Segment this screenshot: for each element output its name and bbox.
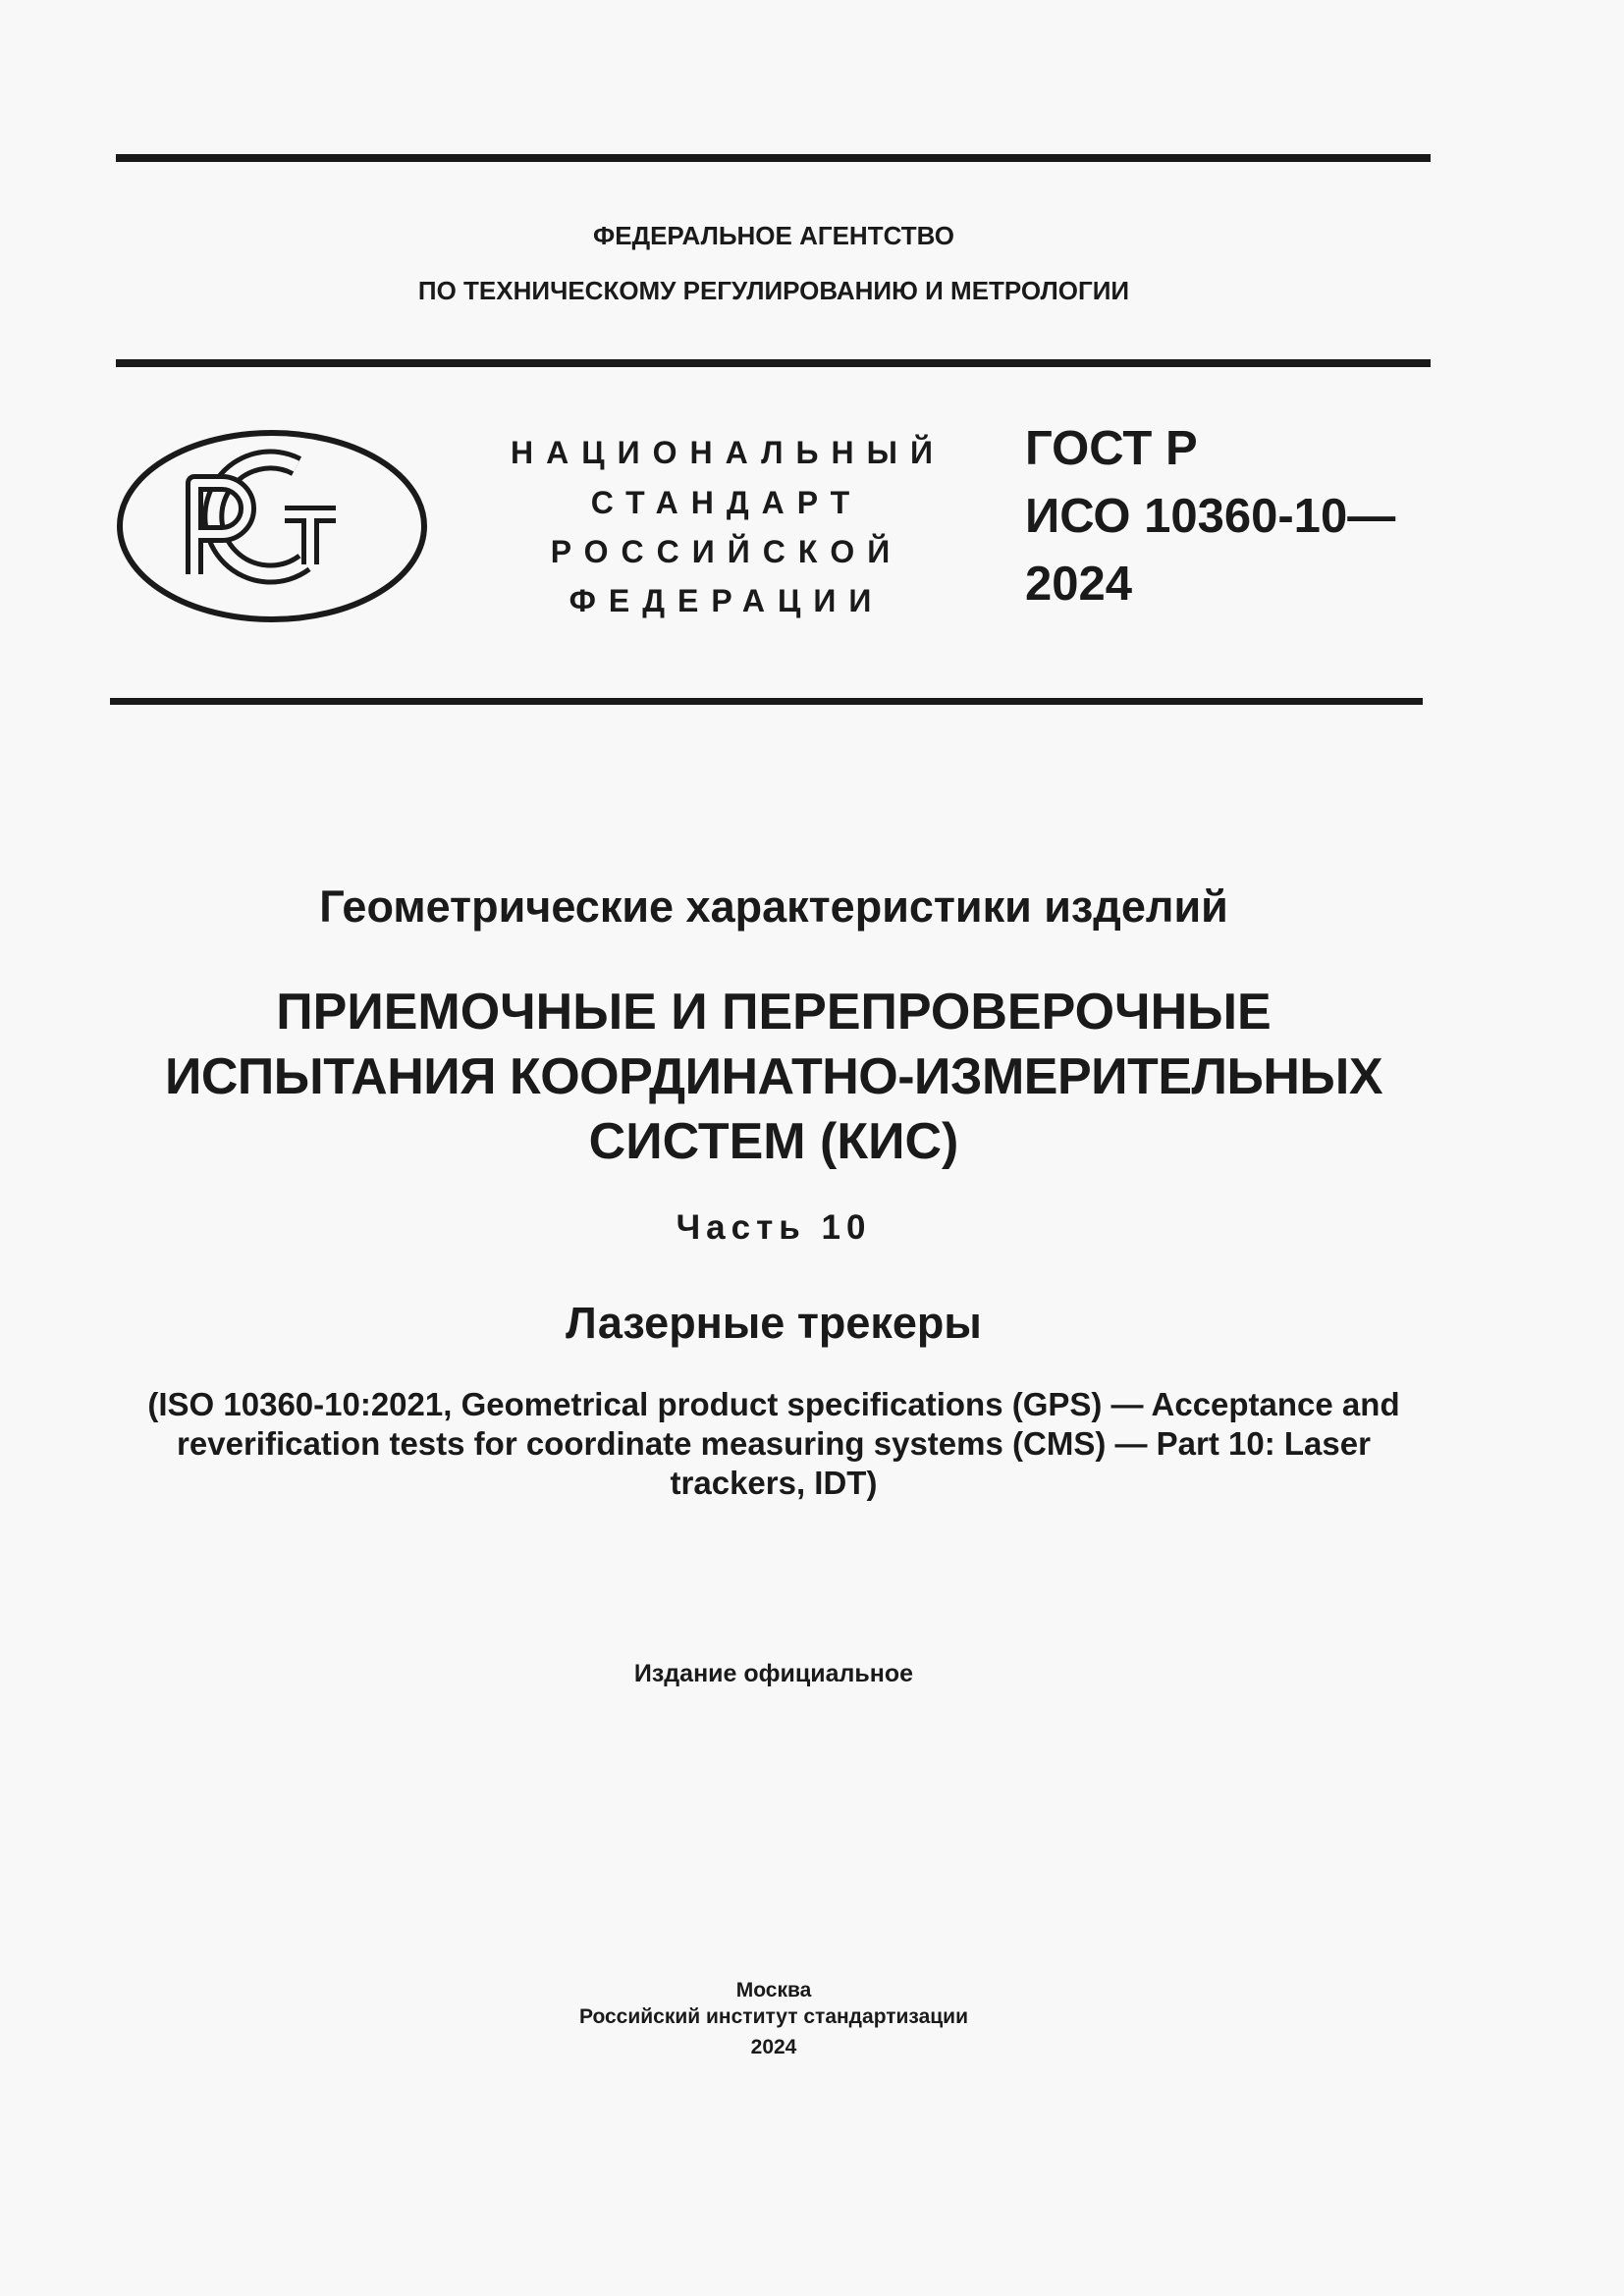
title-line-3: СИСТЕМ (КИС) bbox=[588, 1113, 959, 1170]
imprint-year: 2024 bbox=[750, 2036, 797, 2058]
national-standard-line-4: ФЕДЕРАЦИИ bbox=[568, 583, 885, 618]
edition-label: Издание официальное bbox=[633, 1660, 914, 1687]
part-title: Лазерные трекеры bbox=[566, 1298, 982, 1348]
national-standard-line-2: СТАНДАРТ bbox=[590, 485, 863, 520]
designation-line-3: 2024 bbox=[1025, 558, 1133, 611]
rst-certification-mark-icon bbox=[116, 429, 428, 623]
middle-rule bbox=[116, 359, 1431, 367]
iso-reference-line-1: (ISO 10360-10:2021, Geometrical product specifications (GPS) — Acceptance and bbox=[147, 1386, 1400, 1422]
national-standard-line-3: РОССИЙСКОЙ bbox=[550, 534, 903, 569]
part-label: Часть 10 bbox=[676, 1208, 872, 1247]
designation-line-2: ИСО 10360-10— bbox=[1025, 490, 1396, 543]
title-line-1: ПРИЕМОЧНЫЕ И ПЕРЕПРОВЕРОЧНЫЕ bbox=[276, 984, 1272, 1041]
title-line-2: ИСПЫТАНИЯ КООРДИНАТНО-ИЗМЕРИТЕЛЬНЫХ bbox=[164, 1048, 1383, 1105]
subject-heading: Геометрические характеристики изделий bbox=[319, 881, 1228, 932]
iso-reference-line-2: reverification tests for coordinate measuring systems (CMS) — Part 10: Laser bbox=[177, 1425, 1371, 1462]
designation-line-1: ГОСТ Р bbox=[1025, 422, 1198, 475]
agency-line-1: ФЕДЕРАЛЬНОЕ АГЕНТСТВО bbox=[593, 221, 954, 250]
imprint-publisher: Российский институт стандартизации bbox=[578, 2005, 969, 2028]
bottom-rule bbox=[110, 698, 1423, 705]
imprint-city: Москва bbox=[735, 1979, 812, 2002]
national-standard-line-1: НАЦИОНАЛЬНЫЙ bbox=[511, 435, 946, 470]
agency-line-2: ПО ТЕХНИЧЕСКОМУ РЕГУЛИРОВАНИЮ И МЕТРОЛОГИИ bbox=[417, 276, 1130, 305]
iso-reference-line-3: trackers, IDT) bbox=[670, 1465, 878, 1501]
top-rule bbox=[116, 154, 1431, 162]
